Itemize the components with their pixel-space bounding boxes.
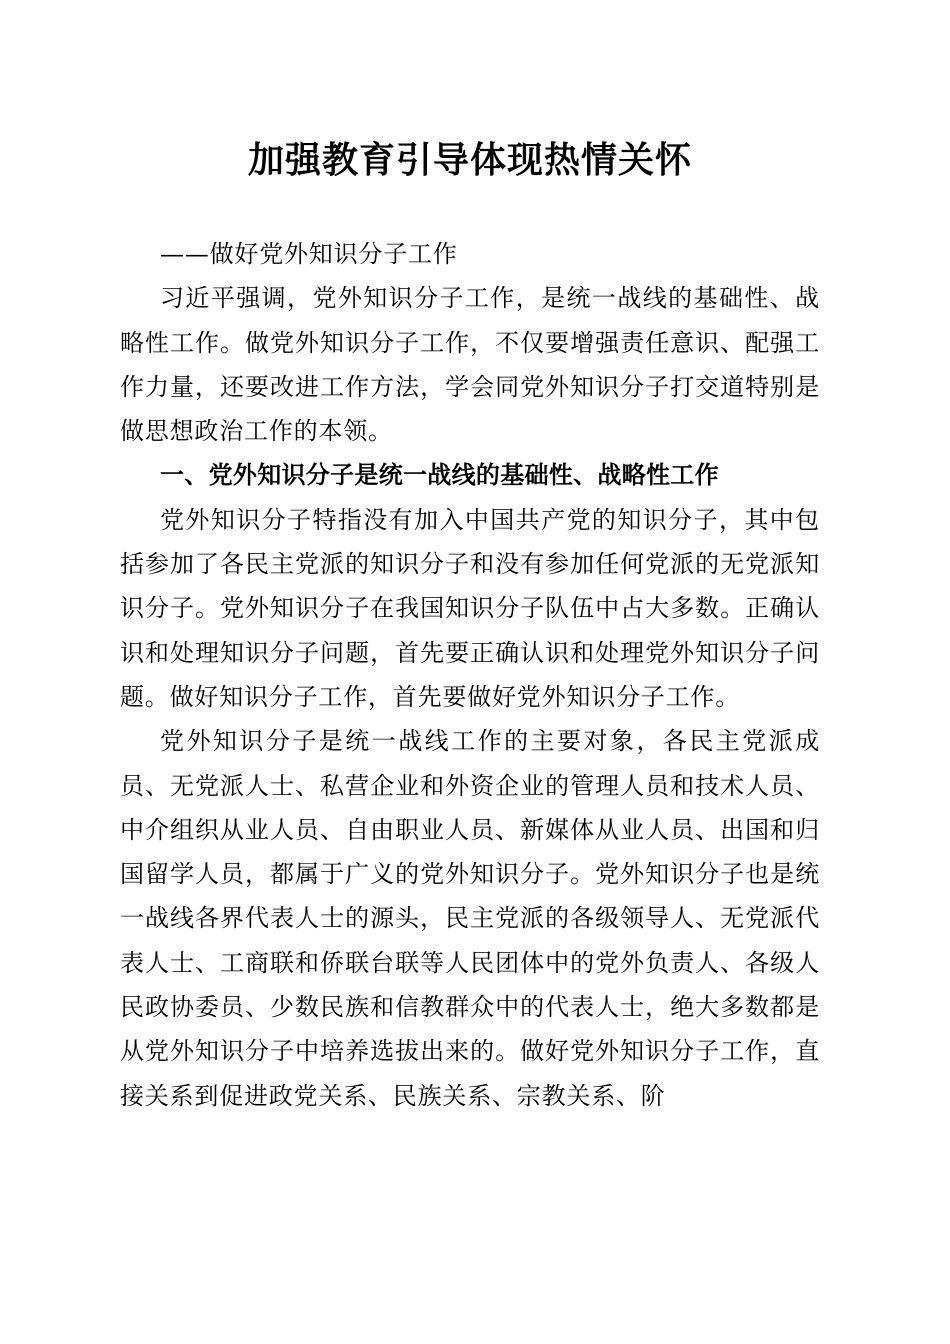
intro-paragraph: 习近平强调，党外知识分子工作，是统一战线的基础性、战略性工作。做党外知识分子工作，不仅要增强责任意识、配强工作力量，还要改进工作方法，学会同党外知识分子打交道特别是做思想政治工作的本领。 (120, 284, 820, 446)
document-subtitle: ——做好党外知识分子工作 (160, 240, 458, 268)
body-paragraph: 党外知识分子是统一战线工作的主要对象，各民主党派成员、无党派人士、私营企业和外资企业的管理人员和技术人员、中介组织从业人员、自由职业人员、新媒体从业人员、出国和归国留学人员，都属于广义的党外知识分子。党外知识分子也是统一战线各界代表人士的源头，民主党派的各级领导人、无党派代表人士、工商联和侨联台联等人民团体中的党外负责人、各级人民政协委员、少数民族和信教群众中的代表人士，绝大多数都是从党外知识分子中培养选拔出来的。做好党外知识分子工作，直接关系到促进政党关系、民族关系、宗教关系、阶 (120, 727, 820, 1110)
section-heading: 一、党外知识分子是统一战线的基础性、战略性工作 (160, 461, 719, 490)
document-body (120, 232, 820, 1118)
body-paragraph: 党外知识分子特指没有加入中国共产党的知识分子，其中包括参加了各民主党派的知识分子和没有参加任何党派的无党派知识分子。党外知识分子在我国知识分子队伍中占大多数。正确认识和处理知识分子问题，首先要正确认识和处理党外知识分子问题。做好知识分子工作，首先要做好党外知识分子工作。 (120, 505, 820, 711)
document-title: 加强教育引导体现热情关怀 (247, 139, 692, 181)
